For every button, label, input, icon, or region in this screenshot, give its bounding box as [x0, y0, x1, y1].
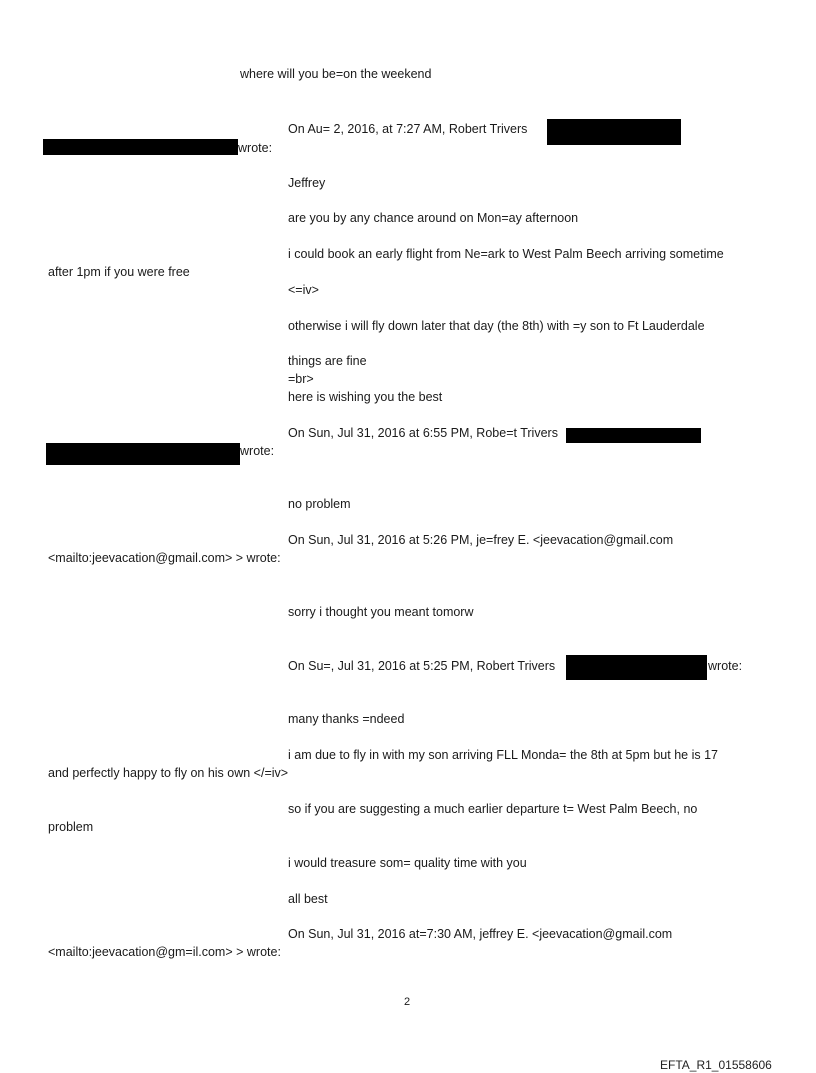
body-line: otherwise i will fly down later that day (the 8th) with =y son to Ft Lauderdale [288, 319, 705, 333]
reply-header-wrote: <mailto:jeevacation@gm=il.com> > wrote: [48, 945, 281, 959]
body-line: things are fine [288, 354, 367, 368]
reply-header-wrote: wrote: [708, 659, 743, 673]
body-line: all best [288, 892, 328, 906]
body-line: are you by any chance around on Mon=ay afternoon [288, 211, 579, 225]
salutation: Jeffrey [288, 176, 326, 190]
body-line: many thanks =ndeed [288, 712, 405, 726]
redaction-box [43, 139, 238, 155]
redaction-box [566, 655, 707, 680]
body-line: i would treasure som= quality time with you [288, 856, 527, 870]
body-line: problem [48, 820, 94, 834]
reply-header: On Sun, Jul 31, 2016 at 6:55 PM, Robe=t Trivers [288, 426, 558, 440]
body-line: and perfectly happy to fly on his own </=iv> [48, 766, 289, 780]
reply-header: On Sun, Jul 31, 2016 at 5:26 PM, je=frey E. <jeevacation@gmail.com [288, 533, 674, 547]
redaction-box [547, 119, 681, 145]
reply-header: On Su=, Jul 31, 2016 at 5:25 PM, Robert Trivers [288, 659, 556, 673]
html-artifact: =br> [288, 372, 314, 386]
body-line: sorry i thought you meant tomorw [288, 605, 474, 619]
document-id-footer: EFTA_R1_01558606 [660, 1058, 772, 1072]
body-line: no problem [288, 497, 351, 511]
reply-header-wrote: <mailto:jeevacation@gmail.com> > wrote: [48, 551, 281, 565]
body-line: where will you be=on the weekend [240, 67, 432, 81]
html-artifact: <=iv> [288, 283, 319, 297]
reply-header: On Sun, Jul 31, 2016 at=7:30 AM, jeffrey E. <jeevacation@gmail.com [288, 927, 673, 941]
body-line: here is wishing you the best [288, 390, 443, 404]
body-line: i am due to fly in with my son arriving FLL Monda= the 8th at 5pm but he is 17 [288, 748, 718, 762]
body-line: so if you are suggesting a much earlier departure t= West Palm Beech, no [288, 802, 698, 816]
body-line: i could book an early flight from Ne=ark to West Palm Beech arriving sometime [288, 247, 724, 261]
reply-header: On Au= 2, 2016, at 7:27 AM, Robert Trivers [288, 122, 528, 136]
reply-header-wrote: wrote: [240, 444, 275, 458]
redaction-box [46, 443, 240, 465]
page-number: 2 [404, 996, 411, 1008]
reply-header-wrote: wrote: [238, 141, 273, 155]
redaction-box [566, 428, 701, 443]
body-line: after 1pm if you were free [48, 265, 190, 279]
